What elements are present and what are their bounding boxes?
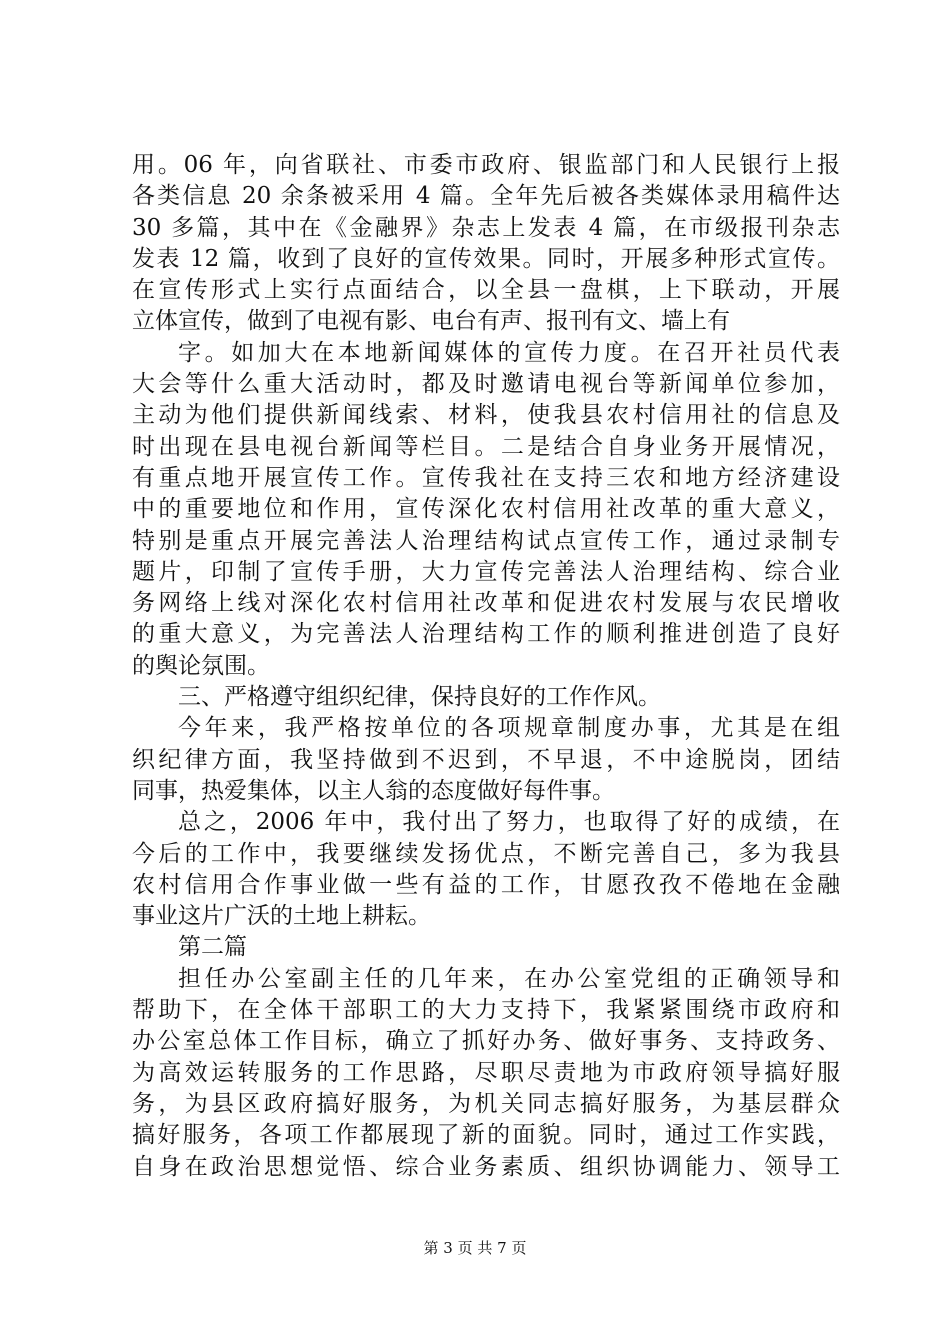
text-line: 大会等什么重大活动时，都及时邀请电视台等新闻单位参加， — [132, 371, 840, 398]
text-line: 三、严格遵守组织纪律，保持良好的工作作风。 — [178, 684, 661, 711]
text-line: 立体宣传，做到了电视有影、电台有声、报刊有文、墙上有 — [132, 308, 730, 335]
text-line: 织纪律方面，我坚持做到不迟到，不早退，不中途脱岗，团结 — [132, 746, 840, 773]
text-line: 时出现在县电视台新闻等栏目。二是结合自身业务开展情况， — [132, 433, 840, 460]
document-body — [132, 150, 840, 1183]
page-footer — [0, 1238, 950, 1258]
text-line: 各类信息 20 余条被采用 4 篇。全年先后被各类媒体录用稿件达 — [132, 183, 840, 210]
text-line: 同事，热爱集体，以主人翁的态度做好每件事。 — [132, 777, 615, 804]
text-line: 在宣传形式上实行点面结合，以全县一盘棋，上下联动，开展 — [132, 277, 840, 304]
text-line: 有重点地开展宣传工作。宣传我社在支持三农和地方经济建设 — [132, 464, 840, 491]
text-line: 中的重要地位和作用，宣传深化农村信用社改革的重大意义， — [132, 496, 840, 523]
page-number-label: 第 3 页 共 7 页 — [423, 1239, 527, 1257]
text-line: 务，为县区政府搞好服务，为机关同志搞好服务，为基层群众 — [132, 1090, 840, 1117]
text-line: 主动为他们提供新闻线索、材料，使我县农村信用社的信息及 — [132, 402, 840, 429]
text-line: 的舆论氛围。 — [132, 652, 270, 679]
text-line: 总之，2006 年中，我付出了努力，也取得了好的成绩，在 — [178, 809, 840, 836]
text-line: 特别是重点开展完善法人治理结构试点宣传工作，通过录制专 — [132, 527, 840, 554]
text-line: 自身在政治思想觉悟、综合业务素质、组织协调能力、领导工 — [132, 1153, 840, 1180]
text-line: 办公室总体工作目标，确立了抓好办务、做好事务、支持政务、 — [132, 1028, 840, 1055]
text-line: 的重大意义，为完善法人治理结构工作的顺利推进创造了良好 — [132, 621, 840, 648]
text-line: 为高效运转服务的工作思路，尽职尽责地为市政府领导搞好服 — [132, 1059, 840, 1086]
text-line: 事业这片广沃的土地上耕耘。 — [132, 903, 431, 930]
text-line: 帮助下，在全体干部职工的大力支持下，我紧紧围绕市政府和 — [132, 997, 840, 1024]
text-line: 搞好服务，各项工作都展现了新的面貌。同时，通过工作实践， — [132, 1122, 840, 1149]
text-line: 用。06 年，向省联社、市委市政府、银监部门和人民银行上报 — [132, 152, 840, 178]
text-line: 发表 12 篇，收到了良好的宣传效果。同时，开展多种形式宣传。 — [132, 245, 840, 272]
text-line: 字。如加大在本地新闻媒体的宣传力度。在召开社员代表 — [178, 339, 840, 366]
text-line: 30 多篇，其中在《金融界》杂志上发表 4 篇，在市级报刊杂志 — [132, 214, 840, 241]
text-line: 务网络上线对深化农村信用社改革和促进农村发展与农民增收 — [132, 590, 840, 617]
text-line: 第二篇 — [178, 934, 247, 961]
text-line: 今年来，我严格按单位的各项规章制度办事，尤其是在组 — [178, 715, 840, 742]
text-line: 担任办公室副主任的几年来，在办公室党组的正确领导和 — [178, 965, 840, 992]
text-line: 农村信用合作事业做一些有益的工作，甘愿孜孜不倦地在金融 — [132, 871, 840, 898]
text-line: 今后的工作中，我要继续发扬优点，不断完善自己，多为我县 — [132, 840, 840, 867]
text-line: 题片，印制了宣传手册，大力宣传完善法人治理结构、综合业 — [132, 558, 840, 585]
